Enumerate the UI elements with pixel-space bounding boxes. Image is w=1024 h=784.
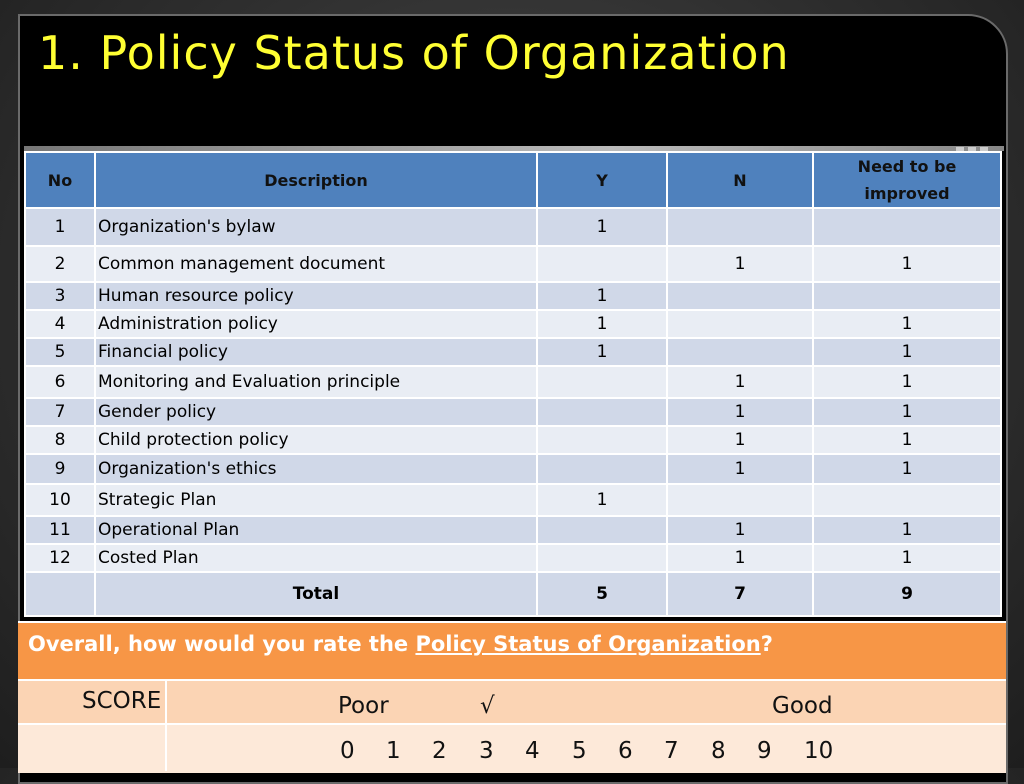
row-description: Monitoring and Evaluation principle <box>95 366 537 398</box>
row-n: 1 <box>667 544 813 572</box>
row-no: 7 <box>25 398 95 426</box>
scale-number: 8 <box>711 738 726 764</box>
row-description: Costed Plan <box>95 544 537 572</box>
row-no: 12 <box>25 544 95 572</box>
row-n: 1 <box>667 516 813 544</box>
row-no: 8 <box>25 426 95 454</box>
scale-number: 6 <box>618 738 633 764</box>
header-description: Description <box>95 152 537 208</box>
row-improve: 1 <box>813 516 1001 544</box>
row-y <box>537 544 667 572</box>
score-column-divider <box>165 681 167 771</box>
rating-question-subject: Policy Status of Organization <box>415 632 761 656</box>
row-no: 3 <box>25 282 95 310</box>
row-n: 1 <box>667 426 813 454</box>
row-improve: 1 <box>813 310 1001 338</box>
row-description: Human resource policy <box>95 282 537 310</box>
total-improve: 9 <box>813 572 1001 616</box>
table-row <box>25 310 1001 338</box>
table-row <box>25 282 1001 310</box>
row-y <box>537 426 667 454</box>
row-n: 1 <box>667 398 813 426</box>
header-y: Y <box>537 152 667 208</box>
total-n: 7 <box>667 572 813 616</box>
score-label: SCORE <box>82 688 162 714</box>
scale-poor-label: Poor <box>338 693 389 719</box>
scale-number: 0 <box>340 738 355 764</box>
row-y: 1 <box>537 484 667 516</box>
scale-number: 10 <box>804 738 834 764</box>
scale-number: 7 <box>664 738 679 764</box>
table-row <box>25 398 1001 426</box>
row-n <box>667 484 813 516</box>
row-n: 1 <box>667 366 813 398</box>
scale-number: 2 <box>432 738 447 764</box>
row-n <box>667 208 813 246</box>
scale-number: 1 <box>386 738 401 764</box>
table-row <box>25 426 1001 454</box>
row-improve <box>813 208 1001 246</box>
row-no: 5 <box>25 338 95 366</box>
header-no: No <box>25 152 95 208</box>
table-row <box>25 246 1001 282</box>
table-row <box>25 544 1001 572</box>
table-row <box>25 338 1001 366</box>
table-total-row <box>25 572 1001 616</box>
scale-check-mark: √ <box>480 693 495 719</box>
row-no: 11 <box>25 516 95 544</box>
row-n <box>667 310 813 338</box>
row-improve: 1 <box>813 366 1001 398</box>
row-improve <box>813 282 1001 310</box>
table-row <box>25 516 1001 544</box>
scale-good-label: Good <box>772 693 833 719</box>
row-y: 1 <box>537 338 667 366</box>
row-description: Organization's ethics <box>95 454 537 484</box>
rating-question-prefix: Overall, how would you rate the <box>28 632 416 656</box>
row-no: 2 <box>25 246 95 282</box>
table-row <box>25 366 1001 398</box>
row-improve: 1 <box>813 454 1001 484</box>
header-n: N <box>667 152 813 208</box>
row-y <box>537 246 667 282</box>
total-label: Total <box>95 572 537 616</box>
table-header-row <box>25 152 1001 208</box>
row-improve: 1 <box>813 426 1001 454</box>
table-row <box>25 454 1001 484</box>
row-improve <box>813 484 1001 516</box>
row-improve: 1 <box>813 398 1001 426</box>
row-description: Child protection policy <box>95 426 537 454</box>
row-description: Financial policy <box>95 338 537 366</box>
table-row <box>25 484 1001 516</box>
row-y <box>537 516 667 544</box>
row-y <box>537 454 667 484</box>
row-no: 1 <box>25 208 95 246</box>
scale-number: 9 <box>757 738 772 764</box>
row-description: Operational Plan <box>95 516 537 544</box>
total-empty-cell <box>25 572 95 616</box>
row-improve: 1 <box>813 246 1001 282</box>
row-y: 1 <box>537 310 667 338</box>
row-description: Administration policy <box>95 310 537 338</box>
row-description: Common management document <box>95 246 537 282</box>
rating-question-suffix: ? <box>760 632 773 656</box>
row-improve: 1 <box>813 338 1001 366</box>
row-y: 1 <box>537 208 667 246</box>
row-n <box>667 338 813 366</box>
row-y: 1 <box>537 282 667 310</box>
row-no: 6 <box>25 366 95 398</box>
row-improve: 1 <box>813 544 1001 572</box>
total-y: 5 <box>537 572 667 616</box>
row-n: 1 <box>667 246 813 282</box>
header-need-improved: Need to be improved <box>813 152 1001 208</box>
row-n <box>667 282 813 310</box>
row-n: 1 <box>667 454 813 484</box>
row-y <box>537 366 667 398</box>
policy-status-table <box>24 151 1002 617</box>
row-description: Organization's bylaw <box>95 208 537 246</box>
row-no: 4 <box>25 310 95 338</box>
row-no: 10 <box>25 484 95 516</box>
scale-number: 3 <box>479 738 494 764</box>
row-no: 9 <box>25 454 95 484</box>
scale-number: 4 <box>525 738 540 764</box>
scale-number: 5 <box>572 738 587 764</box>
slide-title: 1. Policy Status of Organization <box>38 26 790 80</box>
row-y <box>537 398 667 426</box>
rating-question-bar <box>18 621 1006 679</box>
table-row <box>25 208 1001 246</box>
row-description: Gender policy <box>95 398 537 426</box>
row-description: Strategic Plan <box>95 484 537 516</box>
